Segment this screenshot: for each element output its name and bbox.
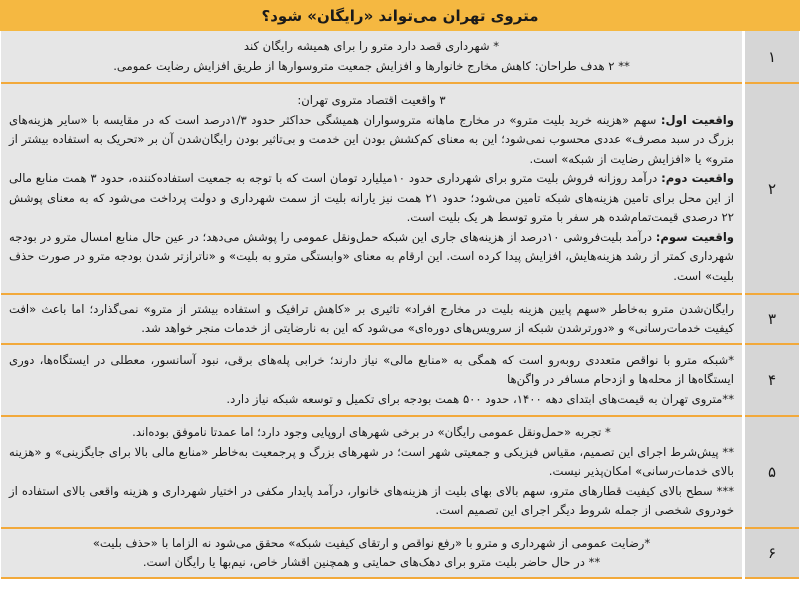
row-content	[1, 294, 744, 344]
row-content	[1, 416, 744, 528]
row-line: * شهرداری قصد دارد مترو را برای همیشه رایگان کند	[243, 39, 500, 53]
row-number: ۵	[744, 416, 800, 528]
fact-label: واقعیت اول:	[660, 112, 734, 127]
table-row	[1, 31, 799, 83]
fact-text: درآمد روزانه فروش بلیت مترو برای شهرداری حدود ۱۰میلیارد تومان است که با توجه به جمعیت استفاده‌کننده، حدود ۳ همت منابع مالی از این محل برای تامین هزینه‌های شبکه تامین می‌شود؛ حدود ۲۱ همت نیز یارانه بلیت از سمت شهرداری و دولت پرداخت می‌شود که به معنای پوشش ۲۲ درصدی قیمت‌تمام‌شده هر سفر با مترو توسط هر یک بلیت است.	[9, 171, 734, 224]
row-content	[1, 83, 744, 294]
row-line: *** سطح بالای کیفیت قطارهای مترو، سهم بالای بهای بلیت از هزینه‌های خانوار، درآمد پایدار مکفی در اختیار شهرداری و هزینه واقعی بالای استفاده از خودروی شخصی از جمله شروط دیگر اجرای این تصمیم است.	[9, 483, 734, 518]
row-line: * تجربه «حمل‌ونقل عمومی رایگان» در برخی شهرهای اروپایی وجود دارد؛ اما عمدتا ناموفق بوده‌اند.	[132, 425, 611, 440]
row-heading: ۳ واقعیت اقتصاد متروی تهران:	[297, 93, 446, 107]
row-number: ۳	[744, 294, 800, 344]
table-row	[1, 83, 799, 294]
row-content	[1, 528, 744, 578]
row-line: *شبکه مترو با نواقص متعددی روبه‌رو است که همگی به «منابع مالی» نیاز دارند؛ خرابی پله‌های برقی، نبود آسانسور، معطلی در ایستگاه‌ها، دوری ایستگاه‌ها از محله‌ها و ازدحام مسافر در واگن‌ها	[9, 352, 734, 387]
table-row	[1, 294, 799, 344]
table-row	[1, 416, 799, 528]
row-line: رایگان‌شدن مترو به‌خاطر «سهم پایین هزینه بلیت در مخارج افراد» تاثیری بر «کاهش ترافیک و استفاده بیشتر از مترو» نمی‌گذارد؛ اما باعث «افت کیفیت خدمات‌رسانی» و «دورترشدن شبکه از سرویس‌های دوره‌ای» می‌شود که این به نارضایتی از خدمات منجر خواهد شد.	[9, 301, 734, 335]
row-number: ۲	[744, 83, 800, 294]
row-content	[1, 31, 744, 83]
row-number: ۴	[744, 344, 800, 416]
table-row	[1, 344, 799, 416]
fact-paragraph	[9, 228, 734, 287]
info-table	[1, 31, 799, 579]
fact-text: درآمد بلیت‌فروشی ۱۰درصد از هزینه‌های جاری این شبکه حمل‌ونقل عمومی را پوشش می‌دهد؛ در عین حال منابع امسال مترو در بودجه شهرداری کمتر از رشد هزینه‌هایش، افزایش پیدا کرده است. این ارقام به معنای «وابستگی مترو به بلیت» و «ناتراز‌تر شدن بودجه مترو در صورت حذف بلیت» است.	[9, 229, 734, 283]
fact-text: سهم «هزینه خرید بلیت مترو» در مخارج ماهانه متروسواران همیشگی حداکثر حدود ۱/۳درصد است که در مقایسه با «سایر هزینه‌های بزرگ در سبد مصرف» عددی محسوب نمی‌شود؛ این به معنای کم‌کشش بودن این خدمت و بی‌تاثیر بودن رایگان‌شدن آن بر «تحریک به استفاده بیشتر از مترو» یا «افزایش رضایت از شبکه» است.	[9, 112, 734, 166]
page-title: متروی تهران می‌تواند «رایگان» شود؟	[0, 0, 800, 31]
fact-paragraph	[9, 169, 734, 228]
row-number: ۶	[744, 528, 800, 578]
row-line: *رضایت عمومی از شهرداری و مترو با «رفع نواقص و ارتقای کیفیت شبکه» محقق می‌شود نه الزاما با «حذف بلیت»	[92, 535, 651, 550]
row-line: **متروی تهران به قیمت‌های ابتدای دهه ۱۴۰۰، حدود ۵۰۰ همت بودجه برای تکمیل و توسعه شبکه نیاز دارد.	[226, 391, 734, 406]
row-line: ** پیش‌شرط اجرای این تصمیم، مقیاس فیزیکی و جمعیتی شهر است؛ در شهرهای بزرگ و پرجمعیت به‌خاطر «منابع مالی بالا برای جایگزینی» و «هزینه بالای خدمات‌رسانی» امکان‌پذیر نیست.	[9, 444, 734, 479]
row-line: ** در حال حاضر بلیت مترو برای دهک‌های حمایتی و همچنین اقشار خاص، نیم‌بها یا رایگان است.	[142, 555, 601, 569]
table-row	[1, 528, 799, 578]
fact-label: واقعیت دوم:	[661, 171, 734, 185]
row-line: ** ۲ هدف طراحان: کاهش مخارج خانوارها و افزایش جمعیت متروسوارها از طریق افزایش رضایت عمومی.	[113, 58, 630, 73]
row-number: ۱	[744, 31, 800, 83]
fact-label: واقعیت سوم:	[655, 229, 734, 244]
row-content	[1, 344, 744, 416]
fact-paragraph	[9, 111, 734, 170]
